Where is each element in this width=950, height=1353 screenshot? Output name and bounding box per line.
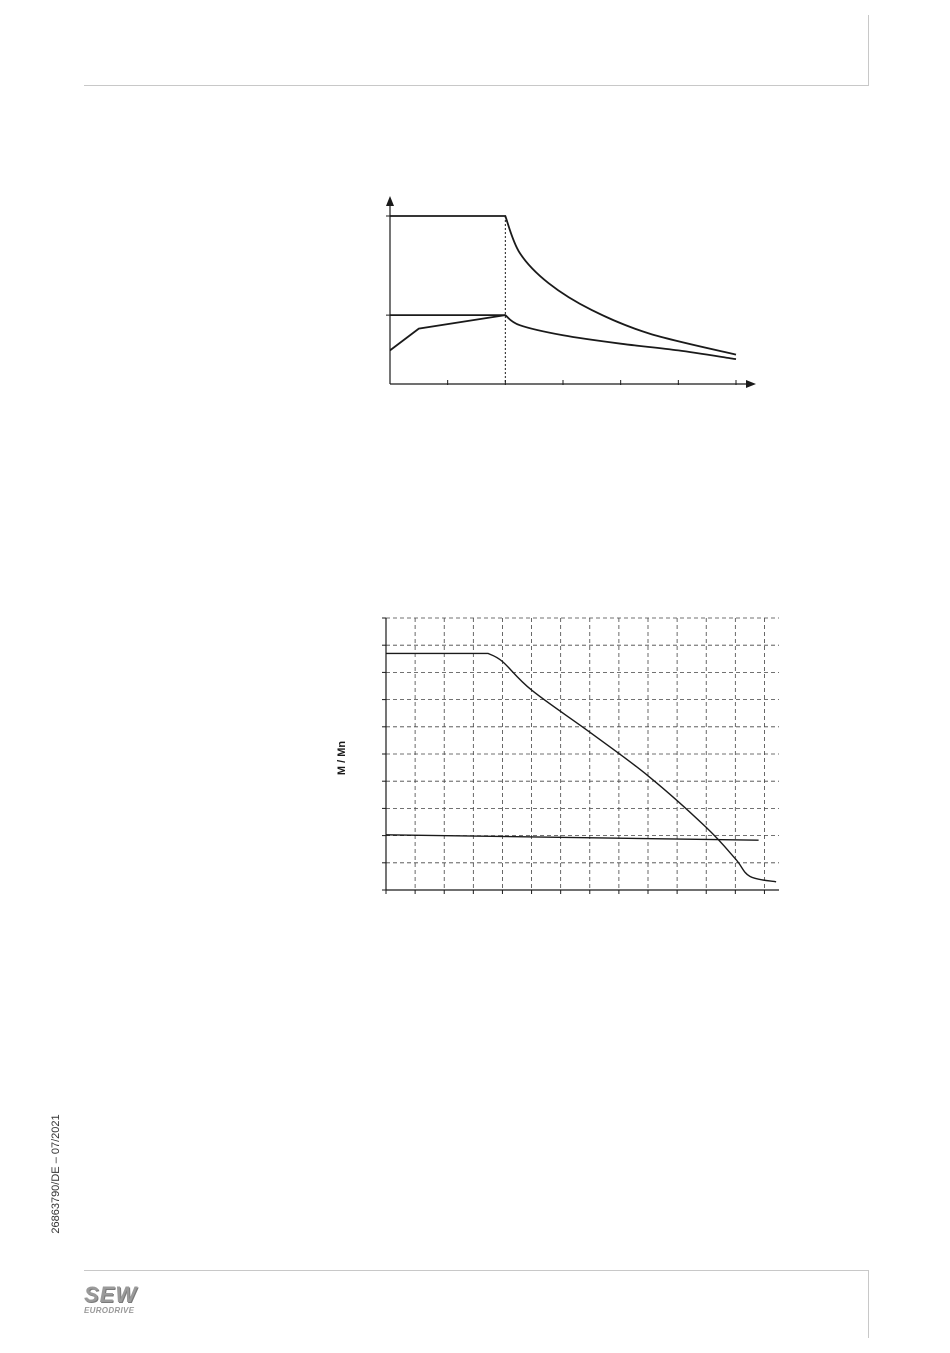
footer-rule bbox=[84, 1270, 869, 1271]
x-axis-arrow bbox=[746, 380, 756, 388]
document-reference-text: 26863790/DE – 07/2021 bbox=[50, 1114, 62, 1234]
header-vertical-rule bbox=[868, 15, 869, 85]
logo-sub-text: EURODRIVE bbox=[84, 1306, 135, 1315]
characteristic-curve-chart bbox=[370, 190, 770, 400]
header-rule bbox=[84, 85, 869, 86]
torque-ratio-chart bbox=[376, 610, 786, 900]
series-line-1 bbox=[390, 216, 736, 355]
logo-main-text: SEW bbox=[84, 1282, 138, 1307]
y-axis-label: M / Mn bbox=[336, 740, 348, 776]
series-line-3 bbox=[390, 315, 505, 350]
footer-vertical-rule bbox=[868, 1270, 869, 1338]
series-line-2 bbox=[390, 315, 736, 359]
sew-eurodrive-logo bbox=[84, 1284, 154, 1320]
y-axis-arrow bbox=[386, 196, 394, 206]
